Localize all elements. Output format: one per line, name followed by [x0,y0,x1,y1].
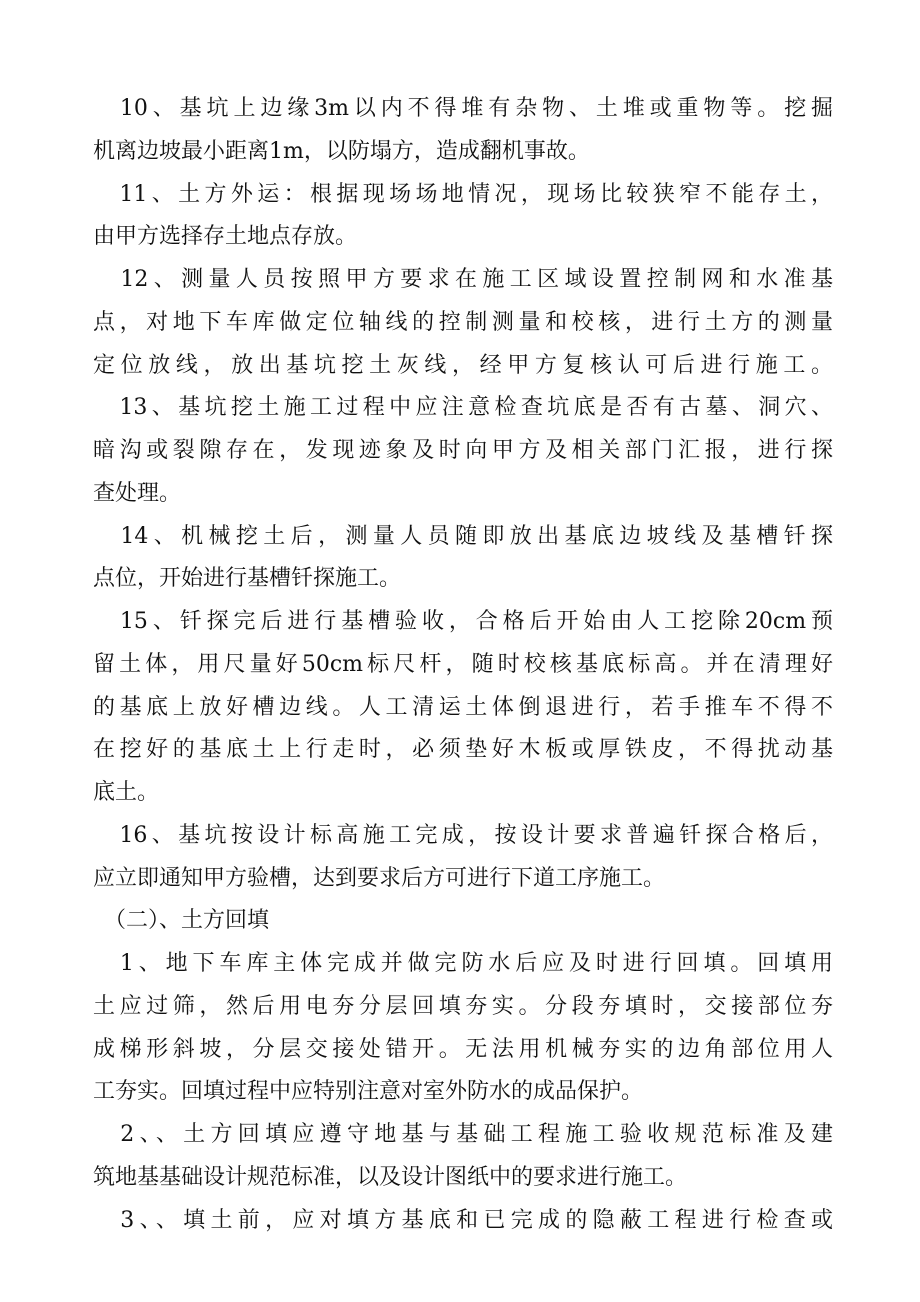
text-line: 机离边坡最小距离1m，以防塌方，造成翻机事故。 [93,139,590,164]
text-line: 土应过筛，然后用电夯分层回填夯实。分段夯填时，交接部位夯 [93,994,833,1019]
text-line: 查处理。 [93,481,182,506]
text-line: 3、、填土前，应对填方基底和已完成的隐蔽工程进行检查或 [93,1208,833,1233]
text-line: 1、地下车库主体完成并做完防水后应及时进行回填。回填用 [93,951,833,976]
text-line: 定位放线，放出基坑挖土灰线，经甲方复核认可后进行施工。 [93,353,833,378]
text-line: 点，对地下车库做定位轴线的控制测量和校核，进行土方的测量 [93,310,833,335]
text-line: 16、基坑按设计标高施工完成，按设计要求普遍钎探合格后， [93,823,833,848]
text-line: 11、土方外运：根据现场场地情况，现场比较狭窄不能存土， [93,182,833,207]
text-line: 2、、土方回填应遵守地基与基础工程施工验收规范标准及建 [93,1122,833,1147]
text-line: 筑地基基础设计规范标准，以及设计图纸中的要求进行施工。 [93,1165,688,1190]
text-line: 12、测量人员按照甲方要求在施工区域设置控制网和水准基 [93,267,833,292]
text-line: 暗沟或裂隙存在，发现迹象及时向甲方及相关部门汇报，进行探 [93,438,833,463]
text-line: 由甲方选择存土地点存放。 [93,224,358,249]
text-line: 应立即通知甲方验槽，达到要求后方可进行下道工序施工。 [93,866,666,891]
text-line: 10、基坑上边缘3m以内不得堆有杂物、土堆或重物等。挖掘 [93,96,833,121]
text-line: 的基底上放好槽边线。人工清运土体倒退进行，若手推车不得不 [93,695,833,720]
text-line: 工夯实。回填过程中应特别注意对室外防水的成品保护。 [93,1079,644,1104]
text-line: 成梯形斜坡，分层交接处错开。无法用机械夯实的边角部位用人 [93,1037,833,1062]
text-line: 点位，开始进行基槽钎探施工。 [93,566,402,591]
text-line: 15、钎探完后进行基槽验收，合格后开始由人工挖除20cm预 [93,609,833,634]
text-line: 13、基坑挖土施工过程中应注意检查坑底是否有古墓、洞穴、 [93,395,833,420]
text-line: 留土体，用尺量好50cm标尺杆，随时校核基底标高。并在清理好 [93,652,833,677]
section-heading: （二）、土方回填 [93,908,270,933]
text-line: 在挖好的基底土上行走时，必须垫好木板或厚铁皮，不得扰动基 [93,737,833,762]
text-line: 底土。 [93,780,160,805]
text-line: 14、机械挖土后，测量人员随即放出基底边坡线及基槽钎探 [93,524,833,549]
